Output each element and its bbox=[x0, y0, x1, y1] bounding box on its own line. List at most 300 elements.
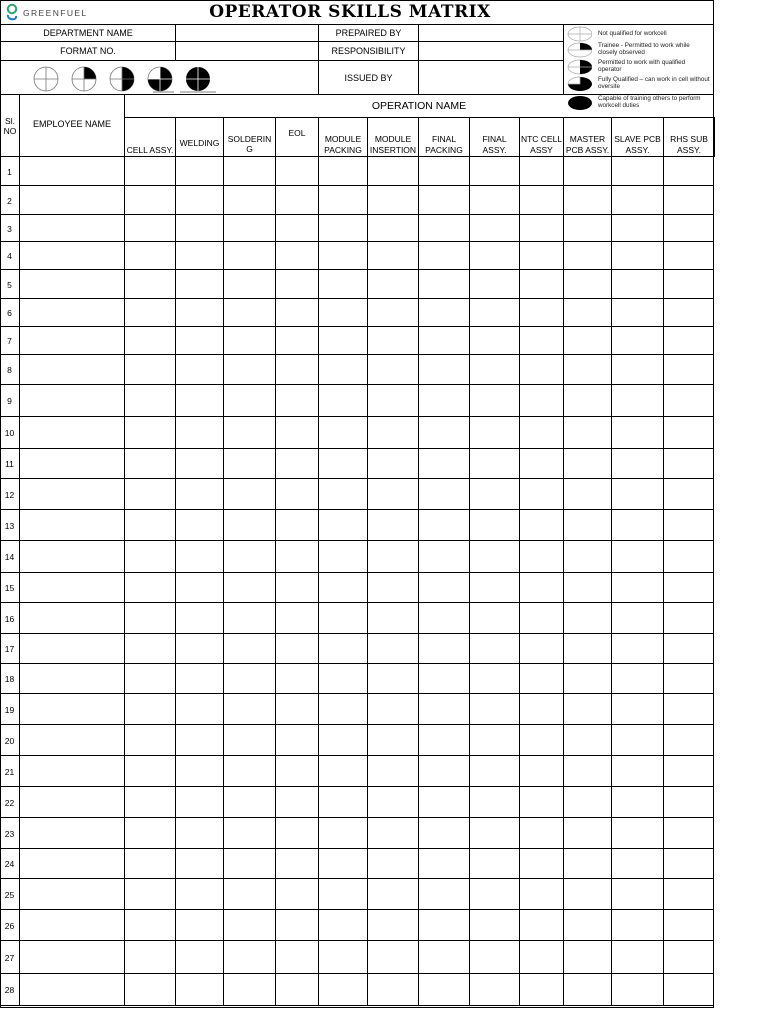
skill-cell[interactable] bbox=[664, 186, 714, 214]
skill-cell[interactable] bbox=[470, 510, 519, 540]
skill-cell[interactable] bbox=[368, 242, 418, 269]
employee-name-cell[interactable] bbox=[20, 974, 124, 1006]
skill-cell[interactable] bbox=[520, 449, 563, 478]
skill-cell[interactable] bbox=[224, 879, 275, 909]
skill-cell[interactable] bbox=[176, 849, 223, 878]
skill-cell[interactable] bbox=[664, 479, 714, 509]
skill-cell[interactable] bbox=[276, 694, 318, 724]
prepared-by-value[interactable] bbox=[418, 24, 564, 42]
skill-cell[interactable] bbox=[470, 573, 519, 602]
skill-cell[interactable] bbox=[612, 385, 663, 416]
skill-cell[interactable] bbox=[564, 879, 611, 909]
skill-cell[interactable] bbox=[368, 215, 418, 241]
skill-cell[interactable] bbox=[176, 756, 223, 786]
skill-cell[interactable] bbox=[176, 449, 223, 478]
skill-cell[interactable] bbox=[368, 157, 418, 185]
skill-cell[interactable] bbox=[125, 818, 175, 848]
skill-cell[interactable] bbox=[564, 215, 611, 241]
skill-cell[interactable] bbox=[664, 385, 714, 416]
skill-cell[interactable] bbox=[470, 327, 519, 354]
employee-name-cell[interactable] bbox=[20, 573, 124, 603]
skill-cell[interactable] bbox=[276, 242, 318, 269]
skill-cell[interactable] bbox=[276, 541, 318, 572]
skill-cell[interactable] bbox=[664, 756, 714, 786]
employee-name-cell[interactable] bbox=[20, 449, 124, 479]
employee-name-cell[interactable] bbox=[20, 787, 124, 818]
skill-cell[interactable] bbox=[224, 541, 275, 572]
skill-cell[interactable] bbox=[224, 756, 275, 786]
skill-cell[interactable] bbox=[470, 479, 519, 509]
employee-name-cell[interactable] bbox=[20, 299, 124, 327]
skill-cell[interactable] bbox=[224, 299, 275, 326]
skill-cell[interactable] bbox=[176, 479, 223, 509]
skill-cell[interactable] bbox=[319, 449, 367, 478]
skill-cell[interactable] bbox=[612, 910, 663, 940]
skill-cell[interactable] bbox=[276, 215, 318, 241]
skill-cell[interactable] bbox=[319, 573, 367, 602]
skill-cell[interactable] bbox=[470, 186, 519, 214]
employee-name-cell[interactable] bbox=[20, 603, 124, 634]
skill-cell[interactable] bbox=[612, 756, 663, 786]
skill-cell[interactable] bbox=[319, 541, 367, 572]
skill-cell[interactable] bbox=[470, 270, 519, 298]
skill-cell[interactable] bbox=[125, 479, 175, 509]
skill-cell[interactable] bbox=[612, 725, 663, 755]
skill-cell[interactable] bbox=[612, 603, 663, 633]
skill-cell[interactable] bbox=[276, 634, 318, 663]
skill-cell[interactable] bbox=[368, 186, 418, 214]
skill-cell[interactable] bbox=[612, 941, 663, 973]
skill-cell[interactable] bbox=[176, 510, 223, 540]
skill-cell[interactable] bbox=[176, 573, 223, 602]
skill-cell[interactable] bbox=[564, 541, 611, 572]
skill-cell[interactable] bbox=[319, 327, 367, 354]
skill-cell[interactable] bbox=[276, 270, 318, 298]
skill-cell[interactable] bbox=[612, 818, 663, 848]
skill-cell[interactable] bbox=[470, 603, 519, 633]
skill-cell[interactable] bbox=[520, 541, 563, 572]
skill-cell[interactable] bbox=[664, 242, 714, 269]
skill-cell[interactable] bbox=[470, 664, 519, 693]
skill-cell[interactable] bbox=[419, 818, 469, 848]
skill-cell[interactable] bbox=[176, 910, 223, 940]
skill-cell[interactable] bbox=[520, 603, 563, 633]
skill-cell[interactable] bbox=[520, 385, 563, 416]
skill-cell[interactable] bbox=[276, 327, 318, 354]
skill-cell[interactable] bbox=[276, 510, 318, 540]
skill-cell[interactable] bbox=[224, 849, 275, 878]
skill-cell[interactable] bbox=[276, 573, 318, 602]
skill-cell[interactable] bbox=[470, 787, 519, 817]
skill-cell[interactable] bbox=[564, 327, 611, 354]
skill-cell[interactable] bbox=[224, 941, 275, 973]
skill-cell[interactable] bbox=[470, 725, 519, 755]
skill-cell[interactable] bbox=[612, 157, 663, 185]
skill-cell[interactable] bbox=[176, 417, 223, 448]
skill-cell[interactable] bbox=[612, 242, 663, 269]
skill-cell[interactable] bbox=[176, 355, 223, 384]
skill-cell[interactable] bbox=[176, 385, 223, 416]
skill-cell[interactable] bbox=[612, 573, 663, 602]
skill-cell[interactable] bbox=[276, 355, 318, 384]
skill-cell[interactable] bbox=[564, 270, 611, 298]
skill-cell[interactable] bbox=[664, 215, 714, 241]
skill-cell[interactable] bbox=[664, 270, 714, 298]
employee-name-cell[interactable] bbox=[20, 270, 124, 299]
employee-name-cell[interactable] bbox=[20, 664, 124, 694]
skill-cell[interactable] bbox=[125, 242, 175, 269]
skill-cell[interactable] bbox=[276, 417, 318, 448]
skill-cell[interactable] bbox=[125, 910, 175, 940]
skill-cell[interactable] bbox=[612, 186, 663, 214]
skill-cell[interactable] bbox=[520, 879, 563, 909]
skill-cell[interactable] bbox=[176, 634, 223, 663]
skill-cell[interactable] bbox=[520, 327, 563, 354]
skill-cell[interactable] bbox=[276, 787, 318, 817]
employee-name-cell[interactable] bbox=[20, 355, 124, 385]
skill-cell[interactable] bbox=[125, 664, 175, 693]
skill-cell[interactable] bbox=[520, 186, 563, 214]
skill-cell[interactable] bbox=[319, 694, 367, 724]
skill-cell[interactable] bbox=[319, 849, 367, 878]
skill-cell[interactable] bbox=[319, 910, 367, 940]
skill-cell[interactable] bbox=[125, 157, 175, 185]
skill-cell[interactable] bbox=[368, 541, 418, 572]
skill-cell[interactable] bbox=[612, 355, 663, 384]
skill-cell[interactable] bbox=[419, 157, 469, 185]
employee-name-cell[interactable] bbox=[20, 879, 124, 910]
skill-cell[interactable] bbox=[470, 634, 519, 663]
skill-cell[interactable] bbox=[520, 941, 563, 973]
skill-cell[interactable] bbox=[368, 385, 418, 416]
skill-cell[interactable] bbox=[125, 299, 175, 326]
employee-name-cell[interactable] bbox=[20, 725, 124, 756]
employee-name-cell[interactable] bbox=[20, 242, 124, 270]
skill-cell[interactable] bbox=[520, 417, 563, 448]
employee-name-cell[interactable] bbox=[20, 417, 124, 449]
skill-cell[interactable] bbox=[520, 479, 563, 509]
skill-cell[interactable] bbox=[176, 879, 223, 909]
skill-cell[interactable] bbox=[520, 664, 563, 693]
skill-cell[interactable] bbox=[368, 270, 418, 298]
skill-cell[interactable] bbox=[224, 449, 275, 478]
skill-cell[interactable] bbox=[520, 510, 563, 540]
skill-cell[interactable] bbox=[125, 417, 175, 448]
employee-name-cell[interactable] bbox=[20, 541, 124, 573]
employee-name-cell[interactable] bbox=[20, 849, 124, 879]
skill-cell[interactable] bbox=[564, 974, 611, 1005]
skill-cell[interactable] bbox=[224, 510, 275, 540]
skill-cell[interactable] bbox=[664, 664, 714, 693]
skill-cell[interactable] bbox=[664, 634, 714, 663]
skill-cell[interactable] bbox=[612, 270, 663, 298]
skill-cell[interactable] bbox=[125, 510, 175, 540]
skill-cell[interactable] bbox=[368, 879, 418, 909]
skill-cell[interactable] bbox=[520, 910, 563, 940]
skill-cell[interactable] bbox=[564, 479, 611, 509]
skill-cell[interactable] bbox=[564, 664, 611, 693]
skill-cell[interactable] bbox=[520, 634, 563, 663]
skill-cell[interactable] bbox=[176, 242, 223, 269]
skill-cell[interactable] bbox=[125, 355, 175, 384]
skill-cell[interactable] bbox=[470, 818, 519, 848]
skill-cell[interactable] bbox=[612, 299, 663, 326]
skill-cell[interactable] bbox=[612, 327, 663, 354]
skill-cell[interactable] bbox=[612, 417, 663, 448]
skill-cell[interactable] bbox=[368, 941, 418, 973]
employee-name-cell[interactable] bbox=[20, 634, 124, 664]
skill-cell[interactable] bbox=[664, 510, 714, 540]
skill-cell[interactable] bbox=[520, 242, 563, 269]
skill-cell[interactable] bbox=[664, 417, 714, 448]
skill-cell[interactable] bbox=[520, 849, 563, 878]
skill-cell[interactable] bbox=[276, 299, 318, 326]
skill-cell[interactable] bbox=[664, 725, 714, 755]
skill-cell[interactable] bbox=[419, 664, 469, 693]
skill-cell[interactable] bbox=[125, 603, 175, 633]
skill-cell[interactable] bbox=[470, 385, 519, 416]
skill-cell[interactable] bbox=[125, 385, 175, 416]
skill-cell[interactable] bbox=[176, 694, 223, 724]
skill-cell[interactable] bbox=[319, 756, 367, 786]
skill-cell[interactable] bbox=[276, 157, 318, 185]
skill-cell[interactable] bbox=[470, 355, 519, 384]
skill-cell[interactable] bbox=[612, 849, 663, 878]
employee-name-cell[interactable] bbox=[20, 157, 124, 186]
skill-cell[interactable] bbox=[319, 479, 367, 509]
skill-cell[interactable] bbox=[419, 849, 469, 878]
skill-cell[interactable] bbox=[419, 327, 469, 354]
skill-cell[interactable] bbox=[368, 818, 418, 848]
skill-cell[interactable] bbox=[419, 603, 469, 633]
skill-cell[interactable] bbox=[419, 385, 469, 416]
skill-cell[interactable] bbox=[470, 879, 519, 909]
skill-cell[interactable] bbox=[276, 849, 318, 878]
skill-cell[interactable] bbox=[368, 664, 418, 693]
skill-cell[interactable] bbox=[125, 634, 175, 663]
skill-cell[interactable] bbox=[564, 186, 611, 214]
skill-cell[interactable] bbox=[520, 725, 563, 755]
skill-cell[interactable] bbox=[664, 355, 714, 384]
skill-cell[interactable] bbox=[520, 818, 563, 848]
skill-cell[interactable] bbox=[368, 355, 418, 384]
skill-cell[interactable] bbox=[224, 242, 275, 269]
skill-cell[interactable] bbox=[224, 664, 275, 693]
skill-cell[interactable] bbox=[419, 756, 469, 786]
skill-cell[interactable] bbox=[470, 694, 519, 724]
skill-cell[interactable] bbox=[564, 849, 611, 878]
skill-cell[interactable] bbox=[664, 910, 714, 940]
skill-cell[interactable] bbox=[319, 725, 367, 755]
employee-name-cell[interactable] bbox=[20, 941, 124, 974]
skill-cell[interactable] bbox=[176, 725, 223, 755]
skill-cell[interactable] bbox=[224, 385, 275, 416]
skill-cell[interactable] bbox=[319, 974, 367, 1005]
skill-cell[interactable] bbox=[368, 725, 418, 755]
skill-cell[interactable] bbox=[319, 385, 367, 416]
skill-cell[interactable] bbox=[564, 157, 611, 185]
skill-cell[interactable] bbox=[368, 299, 418, 326]
skill-cell[interactable] bbox=[664, 694, 714, 724]
skill-cell[interactable] bbox=[125, 974, 175, 1005]
skill-cell[interactable] bbox=[276, 974, 318, 1005]
skill-cell[interactable] bbox=[276, 603, 318, 633]
skill-cell[interactable] bbox=[664, 787, 714, 817]
skill-cell[interactable] bbox=[470, 417, 519, 448]
skill-cell[interactable] bbox=[564, 299, 611, 326]
skill-cell[interactable] bbox=[520, 787, 563, 817]
skill-cell[interactable] bbox=[276, 818, 318, 848]
skill-cell[interactable] bbox=[470, 941, 519, 973]
employee-name-cell[interactable] bbox=[20, 327, 124, 355]
employee-name-cell[interactable] bbox=[20, 510, 124, 541]
skill-cell[interactable] bbox=[368, 603, 418, 633]
skill-cell[interactable] bbox=[419, 355, 469, 384]
skill-cell[interactable] bbox=[664, 941, 714, 973]
skill-cell[interactable] bbox=[368, 479, 418, 509]
employee-name-cell[interactable] bbox=[20, 910, 124, 941]
skill-cell[interactable] bbox=[664, 327, 714, 354]
skill-cell[interactable] bbox=[224, 479, 275, 509]
skill-cell[interactable] bbox=[612, 664, 663, 693]
skill-cell[interactable] bbox=[319, 215, 367, 241]
skill-cell[interactable] bbox=[125, 941, 175, 973]
skill-cell[interactable] bbox=[419, 910, 469, 940]
skill-cell[interactable] bbox=[319, 299, 367, 326]
skill-cell[interactable] bbox=[276, 186, 318, 214]
skill-cell[interactable] bbox=[520, 756, 563, 786]
skill-cell[interactable] bbox=[368, 417, 418, 448]
skill-cell[interactable] bbox=[419, 694, 469, 724]
skill-cell[interactable] bbox=[276, 479, 318, 509]
skill-cell[interactable] bbox=[319, 879, 367, 909]
employee-name-cell[interactable] bbox=[20, 479, 124, 510]
skill-cell[interactable] bbox=[520, 974, 563, 1005]
skill-cell[interactable] bbox=[612, 215, 663, 241]
skill-cell[interactable] bbox=[419, 270, 469, 298]
skill-cell[interactable] bbox=[224, 157, 275, 185]
skill-cell[interactable] bbox=[664, 849, 714, 878]
skill-cell[interactable] bbox=[176, 541, 223, 572]
skill-cell[interactable] bbox=[276, 910, 318, 940]
skill-cell[interactable] bbox=[470, 242, 519, 269]
skill-cell[interactable] bbox=[368, 787, 418, 817]
skill-cell[interactable] bbox=[224, 355, 275, 384]
skill-cell[interactable] bbox=[319, 242, 367, 269]
skill-cell[interactable] bbox=[419, 299, 469, 326]
skill-cell[interactable] bbox=[612, 879, 663, 909]
skill-cell[interactable] bbox=[612, 510, 663, 540]
skill-cell[interactable] bbox=[125, 449, 175, 478]
skill-cell[interactable] bbox=[612, 974, 663, 1005]
skill-cell[interactable] bbox=[564, 573, 611, 602]
skill-cell[interactable] bbox=[564, 417, 611, 448]
skill-cell[interactable] bbox=[125, 573, 175, 602]
skill-cell[interactable] bbox=[368, 634, 418, 663]
skill-cell[interactable] bbox=[224, 910, 275, 940]
skill-cell[interactable] bbox=[520, 270, 563, 298]
skill-cell[interactable] bbox=[224, 215, 275, 241]
skill-cell[interactable] bbox=[664, 157, 714, 185]
skill-cell[interactable] bbox=[368, 849, 418, 878]
skill-cell[interactable] bbox=[224, 634, 275, 663]
employee-name-cell[interactable] bbox=[20, 215, 124, 242]
skill-cell[interactable] bbox=[564, 787, 611, 817]
skill-cell[interactable] bbox=[520, 157, 563, 185]
skill-cell[interactable] bbox=[176, 157, 223, 185]
skill-cell[interactable] bbox=[224, 818, 275, 848]
skill-cell[interactable] bbox=[368, 449, 418, 478]
skill-cell[interactable] bbox=[319, 664, 367, 693]
skill-cell[interactable] bbox=[319, 510, 367, 540]
skill-cell[interactable] bbox=[470, 849, 519, 878]
skill-cell[interactable] bbox=[276, 879, 318, 909]
skill-cell[interactable] bbox=[176, 270, 223, 298]
skill-cell[interactable] bbox=[419, 634, 469, 663]
skill-cell[interactable] bbox=[319, 941, 367, 973]
employee-name-cell[interactable] bbox=[20, 385, 124, 417]
skill-cell[interactable] bbox=[125, 725, 175, 755]
skill-cell[interactable] bbox=[176, 787, 223, 817]
skill-cell[interactable] bbox=[368, 910, 418, 940]
skill-cell[interactable] bbox=[419, 510, 469, 540]
skill-cell[interactable] bbox=[664, 879, 714, 909]
skill-cell[interactable] bbox=[125, 327, 175, 354]
skill-cell[interactable] bbox=[564, 510, 611, 540]
skill-cell[interactable] bbox=[470, 756, 519, 786]
skill-cell[interactable] bbox=[470, 449, 519, 478]
skill-cell[interactable] bbox=[319, 787, 367, 817]
skill-cell[interactable] bbox=[470, 157, 519, 185]
skill-cell[interactable] bbox=[319, 270, 367, 298]
skill-cell[interactable] bbox=[664, 449, 714, 478]
skill-cell[interactable] bbox=[470, 215, 519, 241]
employee-name-cell[interactable] bbox=[20, 186, 124, 215]
skill-cell[interactable] bbox=[564, 449, 611, 478]
employee-name-cell[interactable] bbox=[20, 694, 124, 725]
skill-cell[interactable] bbox=[470, 974, 519, 1005]
skill-cell[interactable] bbox=[564, 756, 611, 786]
skill-cell[interactable] bbox=[368, 573, 418, 602]
skill-cell[interactable] bbox=[470, 541, 519, 572]
skill-cell[interactable] bbox=[319, 634, 367, 663]
skill-cell[interactable] bbox=[125, 270, 175, 298]
skill-cell[interactable] bbox=[176, 941, 223, 973]
skill-cell[interactable] bbox=[319, 355, 367, 384]
skill-cell[interactable] bbox=[470, 910, 519, 940]
skill-cell[interactable] bbox=[564, 694, 611, 724]
skill-cell[interactable] bbox=[419, 417, 469, 448]
skill-cell[interactable] bbox=[125, 541, 175, 572]
skill-cell[interactable] bbox=[368, 327, 418, 354]
skill-cell[interactable] bbox=[520, 355, 563, 384]
skill-cell[interactable] bbox=[470, 299, 519, 326]
skill-cell[interactable] bbox=[520, 299, 563, 326]
skill-cell[interactable] bbox=[224, 974, 275, 1005]
skill-cell[interactable] bbox=[520, 215, 563, 241]
skill-cell[interactable] bbox=[125, 694, 175, 724]
skill-cell[interactable] bbox=[176, 974, 223, 1005]
skill-cell[interactable] bbox=[224, 694, 275, 724]
skill-cell[interactable] bbox=[664, 603, 714, 633]
skill-cell[interactable] bbox=[319, 157, 367, 185]
skill-cell[interactable] bbox=[664, 818, 714, 848]
skill-cell[interactable] bbox=[319, 818, 367, 848]
skill-cell[interactable] bbox=[224, 603, 275, 633]
issued-by-value[interactable] bbox=[418, 60, 564, 95]
skill-cell[interactable] bbox=[319, 186, 367, 214]
skill-cell[interactable] bbox=[276, 725, 318, 755]
